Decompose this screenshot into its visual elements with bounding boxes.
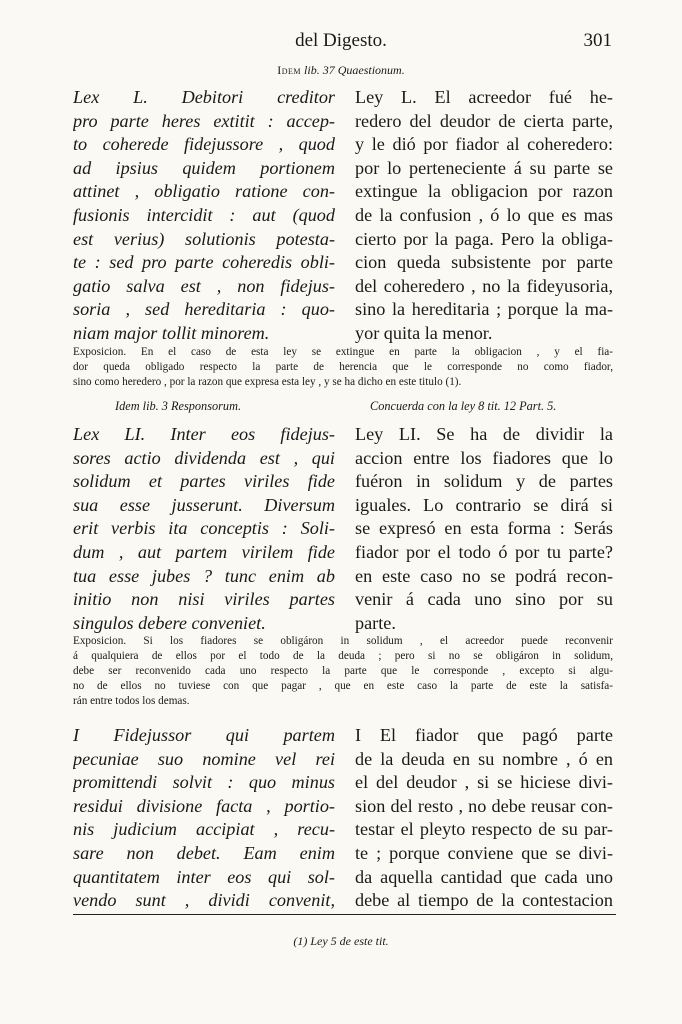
lex-51-latin bbox=[73, 423, 335, 635]
text-line: erit verbis ita conceptis : Soli- bbox=[73, 518, 335, 539]
text-line: venir á cada uno sino por su bbox=[355, 589, 613, 610]
page-number: 301 bbox=[583, 30, 612, 51]
text-line: cion queda subsistente por parte bbox=[355, 252, 613, 273]
text-line: á qualquiera de ellos por el todo de la deuda ; pero si no se obligáron in solidum, bbox=[73, 650, 613, 662]
text-line: attinet , obligatio ratione con- bbox=[73, 181, 335, 202]
text-line: iguales. Lo contrario se dirá si bbox=[355, 494, 613, 515]
text-line: to coherede fidejussore , quod bbox=[73, 134, 335, 155]
text-line: yor quita la menor. bbox=[355, 322, 493, 343]
running-title: del Digesto. bbox=[295, 30, 387, 51]
text-line: sores actio dividenda est , qui bbox=[73, 447, 335, 468]
text-line: Lex L. Debitori creditor bbox=[73, 87, 335, 107]
text-line: cierto por la paga. Pero la obliga- bbox=[355, 228, 613, 249]
text-line: fusionis intercidit : aut (quod bbox=[73, 204, 335, 225]
text-line: sino la hereditaria ; porque la ma- bbox=[355, 299, 613, 320]
text-line: nis judicium accipiat , recu- bbox=[73, 819, 335, 840]
text-line: residui divisione facta , portio- bbox=[73, 795, 335, 816]
lex-51-exposicion bbox=[73, 634, 613, 709]
source-ref: lib. 37 Quaestionum. bbox=[304, 63, 405, 77]
source-citation bbox=[0, 63, 682, 78]
text-line: sare non debet. Eam enim bbox=[73, 842, 335, 863]
text-line: dum , aut partem virilem fide bbox=[73, 541, 335, 562]
running-head bbox=[0, 30, 682, 56]
text-line: quantitatem inter eos qui sol- bbox=[73, 866, 335, 887]
text-line: I Fidejussor qui partem bbox=[73, 725, 335, 745]
text-line: rán entre todos los demas. bbox=[73, 695, 190, 707]
text-line: I El fiador que pagó parte bbox=[355, 725, 613, 745]
text-line: soria , sed hereditaria : quo- bbox=[73, 299, 335, 320]
text-line: Lex LI. Inter eos fidejus- bbox=[73, 424, 335, 444]
footnote: (1) Ley 5 de este tit. bbox=[293, 934, 389, 948]
text-line: te ; porque conviene que se divi- bbox=[355, 842, 613, 863]
lex-50-latin bbox=[73, 86, 335, 346]
text-line: promittendi solvit : quo minus bbox=[73, 772, 335, 793]
text-line: en este caso no se podrá recon- bbox=[355, 565, 613, 586]
text-line: fiador por el todo ó por tu parte? bbox=[355, 541, 613, 562]
text-line: solidum et partes viriles fide bbox=[73, 471, 335, 492]
text-line: por lo perteneciente á su parte se bbox=[355, 157, 613, 178]
text-line: dor queda obligado respecto la parte de herencia que le corresponde no como fiador, bbox=[73, 361, 613, 373]
text-line: Ley L. El acreedor fué he- bbox=[355, 87, 613, 107]
text-line: de la confusion , ó lo que es mas bbox=[355, 204, 613, 225]
text-line: singulos debere conveniet. bbox=[73, 612, 266, 633]
lex-50-exposicion bbox=[73, 345, 613, 390]
text-line: fuéron in solidum y de partes bbox=[355, 471, 613, 492]
text-line: pro parte heres extitit : accep- bbox=[73, 110, 335, 131]
footnote-rule bbox=[73, 914, 616, 915]
text-line: parte. bbox=[355, 612, 396, 633]
text-line: initio non nisi viriles partes bbox=[73, 589, 335, 610]
text-line: y le dió por fiador al coheredero: bbox=[355, 134, 613, 155]
text-line: del coheredero , no la fideyusoria, bbox=[355, 275, 613, 296]
text-line: gatio salva est , non fidejus- bbox=[73, 275, 335, 296]
text-line: pecuniae suo nomine vel rei bbox=[73, 748, 335, 769]
text-line: te : sed pro parte coheredis obli- bbox=[73, 252, 335, 273]
lex-50-spanish bbox=[355, 86, 613, 346]
text-line: ad ipsius quidem portionem bbox=[73, 157, 335, 178]
text-line: testar el pleyto respecto de su par- bbox=[355, 819, 613, 840]
text-line: debe ser reconvenido cada uno respecto la parte que le corresponde , excepto si algu- bbox=[73, 665, 613, 677]
text-line: redero del deudor de cierta parte, bbox=[355, 110, 613, 131]
paragraph-1-latin bbox=[73, 724, 335, 913]
text-line: est verius) solutionis potesta- bbox=[73, 228, 335, 249]
lex-51-spanish bbox=[355, 423, 613, 635]
text-line: sino como heredero , por la razon que expresa esta ley , y se ha dicho en este titulo (1). bbox=[73, 376, 462, 388]
text-line: vendo sunt , dividi convenit, bbox=[73, 890, 335, 911]
text-line: da aquella cantidad que cada uno bbox=[355, 866, 613, 887]
text-line: sua esse jusserunt. Diversum bbox=[73, 494, 335, 515]
text-line: accion entre los fiadores que lo bbox=[355, 447, 613, 468]
text-line: debe al tiempo de la contestacion bbox=[355, 890, 613, 911]
text-line: niam major tollit minorem. bbox=[73, 322, 270, 343]
text-line: se expresó en esta forma : Serás bbox=[355, 518, 613, 539]
text-line: el del deudor , si se hiciese divi- bbox=[355, 772, 613, 793]
text-line: extingue la obligacion por razon bbox=[355, 181, 613, 202]
text-line: Ley LI. Se ha de dividir la bbox=[355, 424, 613, 444]
source-idem: Idem bbox=[277, 63, 302, 77]
text-line: no de ellos no tuviese con que pagar , que en este caso la parte de este la satisfa- bbox=[73, 680, 613, 692]
text-line: de la deuda en su nombre , ó en bbox=[355, 748, 613, 769]
text-line: Exposicion. En el caso de esta ley se extingue en parte la obligacion , y el fia- bbox=[73, 346, 613, 358]
text-line: sion del resto , no debe reusar con- bbox=[355, 795, 613, 816]
lex-51-source-left: Idem lib. 3 Responsorum. bbox=[115, 399, 242, 413]
text-line: Exposicion. Si los fiadores se obligáron in solidum , el acreedor puede reconvenir bbox=[73, 635, 613, 647]
paragraph-1-spanish bbox=[355, 724, 613, 913]
lex-51-source-right: Concuerda con la ley 8 tit. 12 Part. 5. bbox=[370, 399, 557, 413]
text-line: tua esse jubes ? tunc enim ab bbox=[73, 565, 335, 586]
